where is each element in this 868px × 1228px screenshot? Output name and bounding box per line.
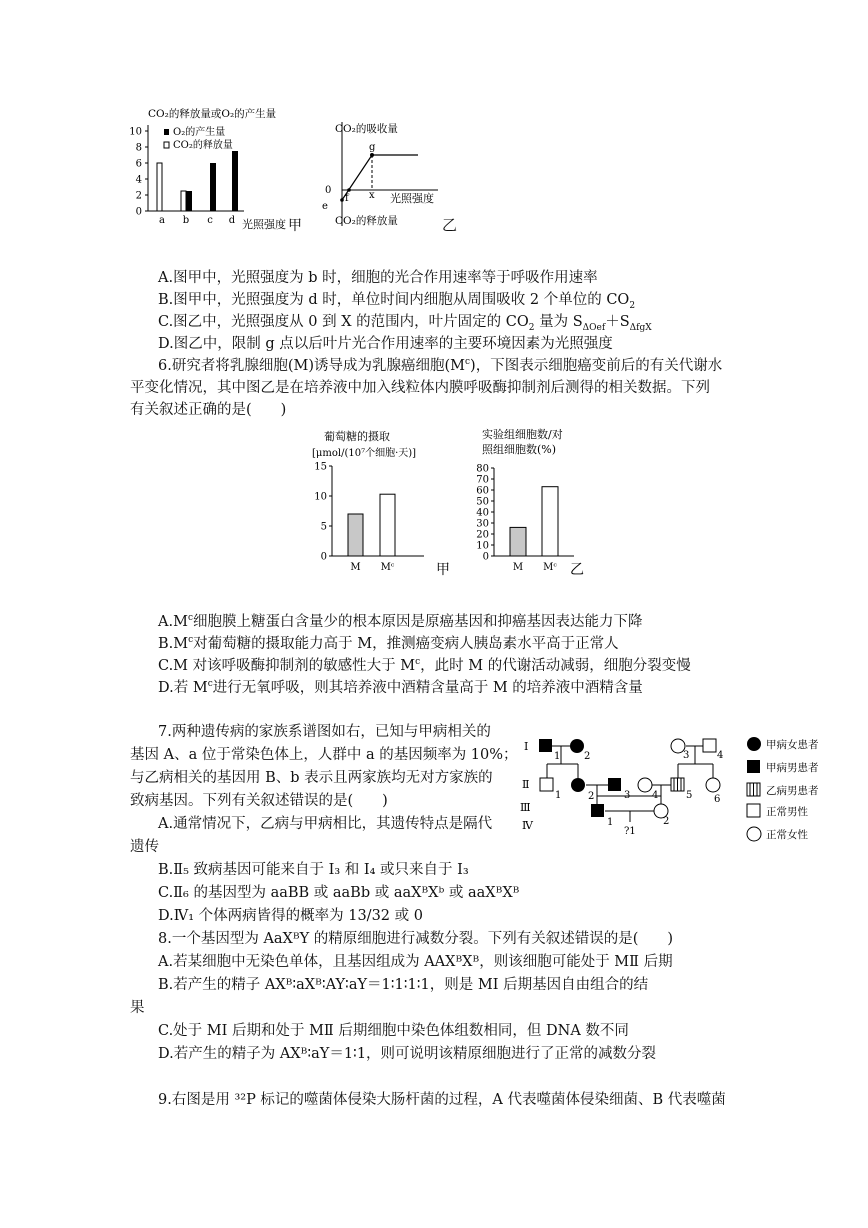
sup: c [415,657,421,668]
label-f: f [345,193,349,204]
y-tick-label: 8 [135,142,142,154]
q8-option-b-line2: 果 [130,1000,145,1016]
y-tick-label: 30 [476,518,489,530]
y-tick-label: 10 [129,126,142,138]
legend-normal-male-icon [747,804,760,817]
bar [542,487,558,556]
q6-stem-line1 [158,356,722,376]
bar [510,527,526,556]
text: A.图甲中，光照强度为 b 时，细胞的光合作用速率等于呼吸作用速率 [158,270,598,286]
legend-open-icon [164,142,169,148]
text: B.图甲中，光照强度为 d 时，单位时间内细胞从周围吸收 2 个单位的 CO [158,292,630,308]
x-tick-label: Mᶜ [380,562,395,573]
label-number: 2 [588,791,595,802]
y-tick-label: 0 [482,551,489,563]
x-tick-label: a [159,215,165,226]
bar [348,514,363,556]
text: D.图乙中，限制 g 点以后叶片光合作用速率的主要环境因素为光照强度 [158,336,613,352]
sup: c [188,635,194,646]
sub: 2 [629,300,636,311]
text: )，下图表示细胞癌变前后的有关代谢水 [470,358,723,374]
q9-stem: 9.右图是用 ³²P 标记的噬菌体侵染大肠杆菌的过程，A 代表噬菌体侵染细菌、B 代表噬菌 [158,1092,726,1108]
text: A.M [158,614,188,630]
label-number: 3 [624,790,631,801]
q5-option-b [158,290,635,310]
individual-I4 [703,739,716,752]
sup: c [207,679,213,690]
legend-label: 甲病男患者 [766,762,819,774]
y-tick-label: 4 [135,174,142,186]
y-tick-label: 5 [320,521,327,533]
label-number: 2 [584,751,591,762]
chart-title: CO₂的释放量或O₂的产生量 [148,108,277,120]
y-tick-label: 60 [476,485,489,497]
x-tick-label: d [228,215,236,226]
label-number: 1 [555,790,562,801]
generation-label: Ⅱ [522,778,530,791]
individual-II3 [608,778,621,791]
point-e [340,198,344,202]
individual-II2 [571,778,585,792]
y-tick-label: 2 [135,190,142,202]
legend-label: CO₂的释放量 [173,140,233,151]
text: B.M [158,636,189,652]
panel-label: 乙 [570,562,584,578]
y-tick-label: 20 [476,529,489,541]
q8-option-b-line1: B.若产生的精子 AXᴮ∶aXᴮ∶AY∶aY＝1∶1∶1∶1，则是 MⅠ 后期基因自由组合的结 [158,977,649,993]
q8-option-d: D.若产生的精子为 AXᴮ∶aY＝1∶1，则可说明该精原细胞进行了正常的减数分裂 [158,1046,657,1062]
x-tick-label: c [207,215,213,226]
legend-affected-female-icon [747,737,761,751]
q5-option-a [158,268,598,288]
text: C.M 对该呼吸酶抑制剂的敏感性大于 M [158,658,416,674]
chart-title-2: 照组细胞数(%) [482,443,557,456]
individual-II1 [540,778,553,791]
x-tick-label: Mᶜ [543,562,557,573]
q7-stem-line4: 致病基因。下列有关叙述错误的是( ) [130,793,388,809]
q7-option-a-line1: A.通常情况下，乙病与甲病相比，其遗传特点是隔代 [158,816,493,832]
label-number: 2 [663,816,670,827]
chart-title-1: 葡萄糖的摄取 [324,430,390,443]
legend-label: 甲病女患者 [766,739,819,751]
q7-stem-line2: 基因 A、a 位于常染色体上，人群中 a 的基因频率为 10%； [130,747,518,763]
generation-label: Ⅲ [520,801,531,814]
y-axis-label-top: CO₂的吸收量 [335,123,398,135]
q7-stem-line1: 7.两种遗传病的家族系谱图如右，已知与甲病相关的 [158,724,491,740]
label-e: e [322,201,328,212]
bar-co2-release [157,163,162,211]
y-axis-label-bottom: CO₂的释放量 [335,215,398,227]
q8-option-a: A.若某细胞中无染色单体，且基因组成为 AAXᴮXᴮ，则该细胞可能处于 MⅡ 后期 [158,954,673,970]
q5-option-c [158,312,652,332]
label-number: 6 [714,794,721,805]
text: 对葡萄糖的摄取能力高于 M，推测癌变病人胰岛素水平高于正常人 [193,636,619,652]
text: 细胞膜上糖蛋白含量少的根本原因是原癌基因和抑癌基因表达能力下降 [192,614,643,630]
generation-label: Ⅳ [522,819,533,832]
q6-option-a [158,612,642,632]
label-number: 5 [686,790,693,801]
x-tick-label: b [182,215,190,226]
q7-option-b: B.Ⅱ₅ 致病基因可能来自于 I₃ 和 I₄ 或只来自于 I₃ [158,862,469,878]
legend-affected-male-icon [747,760,760,773]
chart-title-1: 实验组细胞数/对 [482,428,563,441]
label-number: 1 [607,817,614,828]
label-x: x [369,190,375,201]
text: 进行无氧呼吸，则其培养液中酒精含量高于 M 的培养液中酒精含量 [212,680,643,696]
legend-label: 乙病男患者 [766,785,819,797]
individual-II4 [638,778,652,792]
chart-title-2: [μmol/(10⁷个细胞·天)] [312,448,417,459]
individual-II6 [706,778,720,792]
text: ，此时 M 的代谢活动减弱，细胞分裂变慢 [420,658,691,674]
q7-option-d: D.Ⅳ₁ 个体两病皆得的概率为 13/32 或 0 [158,908,423,924]
panel-label: 乙 [442,216,458,234]
legend-normal-female-icon [747,827,761,841]
label-number: 4 [717,750,724,761]
q6-stem-line3: 有关叙述正确的是( ) [130,402,287,418]
bar-o2-production [210,163,216,211]
q6-figure-panel-a [298,428,458,578]
y-tick-label: 70 [476,474,489,486]
q6-option-d [158,678,643,698]
legend-b-disease-male-icon [747,783,760,796]
q5-option-d [158,334,613,354]
bar-o2-production [186,191,192,211]
q7-option-c: C.Ⅱ₆ 的基因型为 aaBB 或 aaBb 或 aaXᴮXᵇ 或 aaXᴮXᴮ [158,885,520,901]
q6-figure-panel-b [470,426,590,578]
q8-stem: 8.一个基因型为 AaXᴮY 的精原细胞进行减数分裂。下列有关叙述错误的是( ) [158,931,674,947]
label-number: 4 [652,790,659,801]
q7-stem-line3: 与乙病相关的基因用 B、b 表示且两家族均无对方家族的 [130,770,493,786]
sup: c [465,357,471,368]
label-o: 0 [325,185,332,196]
label-number: 1 [554,751,561,762]
y-tick-label: 10 [476,540,489,552]
x-axis-label: 光照强度 [242,218,286,231]
y-tick-label: 10 [314,491,327,503]
label-number: 3 [683,750,690,761]
individual-III1 [591,804,604,817]
y-tick-label: 40 [476,507,489,519]
label-g: g [369,142,376,153]
y-tick-label: 0 [320,551,327,563]
q7-option-a-line2: 遗传 [130,839,159,855]
q6-option-b [158,634,619,654]
panel-label: 甲 [288,218,302,234]
point-g [370,153,374,157]
sub: 2 [528,322,535,333]
y-tick-label: 50 [476,496,489,508]
text: ＋S [605,314,630,330]
q8-option-c: C.处于 MⅠ 后期和处于 MⅡ 后期细胞中染色体组数相同，但 DNA 数不同 [158,1023,629,1039]
generation-label: I [524,740,529,753]
q6-stem-line2: 平变化情况，其中图乙是在培养液中加入线粒体内膜呼吸酶抑制剂后测得的相关数据。下列 [130,380,710,396]
individual-I2 [570,739,584,753]
x-tick-label: M [512,562,524,573]
y-tick-label: 15 [314,461,327,473]
y-tick-label: 80 [476,463,489,475]
q5-figure-panel-a [128,104,308,242]
individual-I1 [539,739,552,752]
text: 6.研究者将乳腺细胞(M)诱导成为乳腺癌细胞(M [158,358,465,374]
bar-o2-production [232,151,238,211]
q6-option-c [158,656,691,676]
text: C.图乙中，光照强度从 0 到 X 的范围内，叶片固定的 CO [158,314,529,330]
panel-label: 甲 [436,562,450,578]
legend-label: O₂的产生量 [173,127,226,138]
legend-label: 正常男性 [766,806,808,818]
sub: ΔOef [582,322,606,333]
point-f [347,188,351,192]
legend-filled-icon [164,129,169,135]
individual-II5 [671,778,684,791]
bar [380,494,395,556]
q7-pedigree-chart [518,728,848,846]
bar-co2-release [181,191,186,211]
sub: ΔfgX [629,322,652,333]
text: 量为 S [534,314,583,330]
y-tick-label: 0 [135,206,142,218]
label-number: ?1 [624,826,636,837]
y-tick-label: 6 [135,158,142,170]
text: D.若 M [158,680,208,696]
x-tick-label: M [350,562,361,573]
sup: c [187,613,193,624]
legend-label: 正常女性 [766,829,808,841]
x-axis-label: 光照强度 [390,192,434,205]
